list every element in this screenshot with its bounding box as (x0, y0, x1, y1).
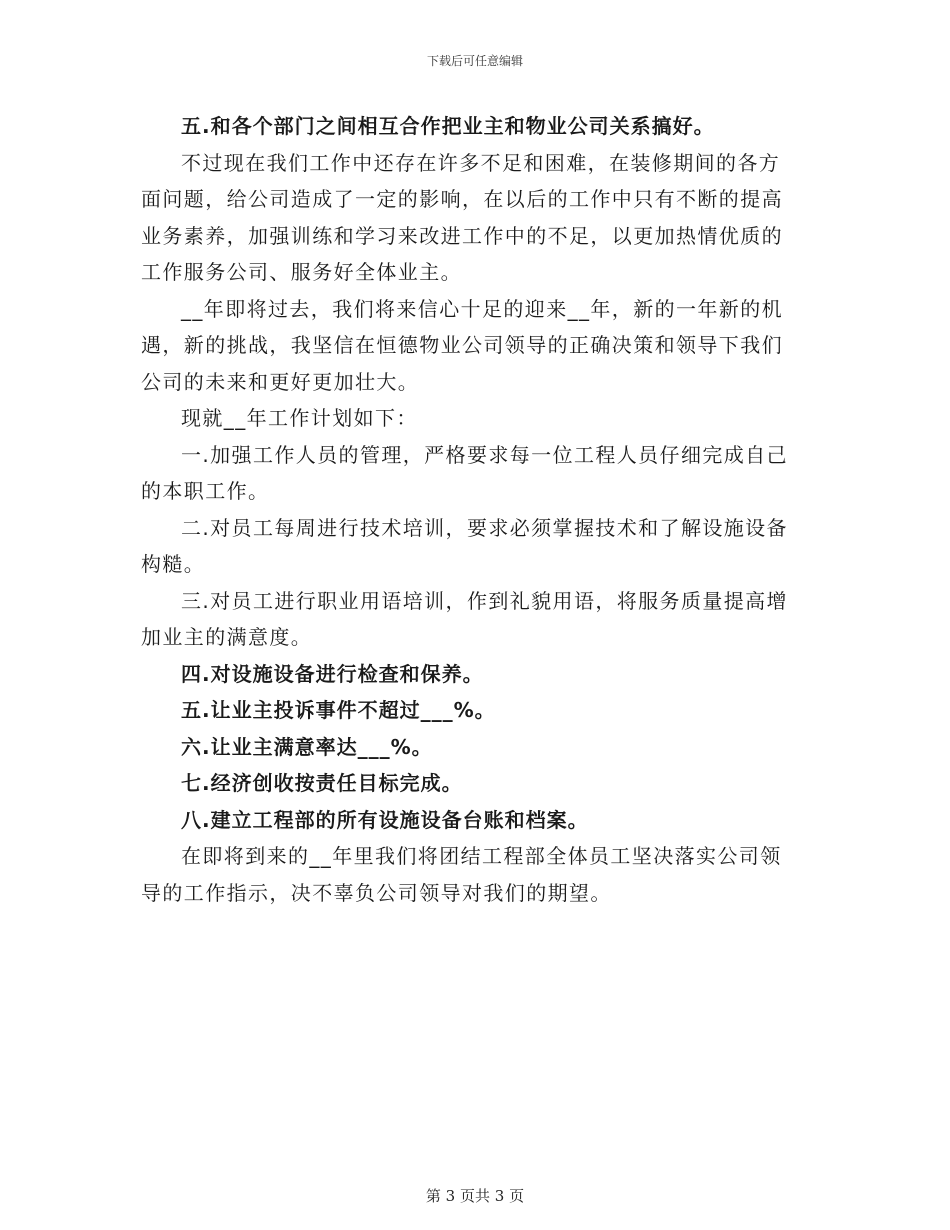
paragraph-line: 的本职工作。 (141, 479, 270, 503)
paragraph-line: 构糙。 (141, 552, 206, 576)
paragraph-line: 面问题，给公司造成了一定的影响，在以后的工作中只有不断的提高 (141, 187, 783, 211)
paragraph (141, 765, 811, 802)
paragraph-line: 七.经济创收按责任目标完成。 (181, 771, 463, 795)
paragraph-line: 五.和各个部门之间相互合作把业主和物业公司关系搞好。 (181, 114, 715, 138)
paragraph (141, 838, 811, 911)
paragraph-line: 三.对员工进行职业用语培训，作到礼貌用语，将服务质量提高增 (181, 588, 788, 613)
paragraph (141, 656, 811, 693)
paragraph-line: 五.让业主投诉事件不超过___%。 (181, 698, 496, 722)
paragraph-line: 四.对设施设备进行检查和保养。 (181, 661, 484, 686)
paragraph (141, 145, 811, 291)
document-body (141, 108, 811, 911)
paragraph (141, 692, 811, 729)
paragraph-line: 加业主的满意度。 (141, 625, 313, 649)
paragraph-line: 现就__年工作计划如下： (181, 406, 418, 430)
paragraph (141, 729, 811, 766)
paragraph-line: 不过现在我们工作中还存在许多不足和困难，在装修期间的各方 (181, 150, 781, 175)
paragraph-line: __年即将过去，我们将来信心十足的迎来__年，新的一年新的机 (181, 296, 783, 321)
paragraph (141, 108, 811, 145)
paragraph-line: 导的工作指示，决不辜负公司领导对我们的期望。 (141, 880, 612, 905)
paragraph-line: 遇，新的挑战，我坚信在恒德物业公司领导的正确决策和领导下我们 (141, 333, 783, 357)
paragraph-line: 业务素养，加强训练和学习来改进工作中的不足，以更加热情优质的 (141, 223, 783, 248)
page-header: 下载后可任意编辑 (426, 54, 523, 68)
paragraph-line: 公司的未来和更好更加壮大。 (141, 369, 420, 394)
paragraph-line: 一.加强工作人员的管理，严格要求每一位工程人员仔细完成自己 (181, 442, 788, 467)
page-footer: 第 3 页共 3 页 (425, 1187, 525, 1205)
paragraph (141, 291, 811, 401)
paragraph (141, 437, 811, 510)
paragraph (141, 510, 811, 583)
paragraph-line: 在即将到来的__年里我们将团结工程部全体员工坚决落实公司领 (181, 844, 782, 868)
paragraph-line: 八.建立工程部的所有设施设备台账和档案。 (181, 807, 589, 832)
paragraph-line: 工作服务公司、服务好全体业主。 (141, 260, 462, 284)
paragraph-line: 二.对员工每周进行技术培训，要求必须掌握技术和了解设施设备 (181, 515, 788, 540)
paragraph (141, 802, 811, 839)
paragraph (141, 400, 811, 437)
paragraph-line: 六.让业主满意率达___%。 (181, 734, 433, 759)
paragraph (141, 583, 811, 656)
